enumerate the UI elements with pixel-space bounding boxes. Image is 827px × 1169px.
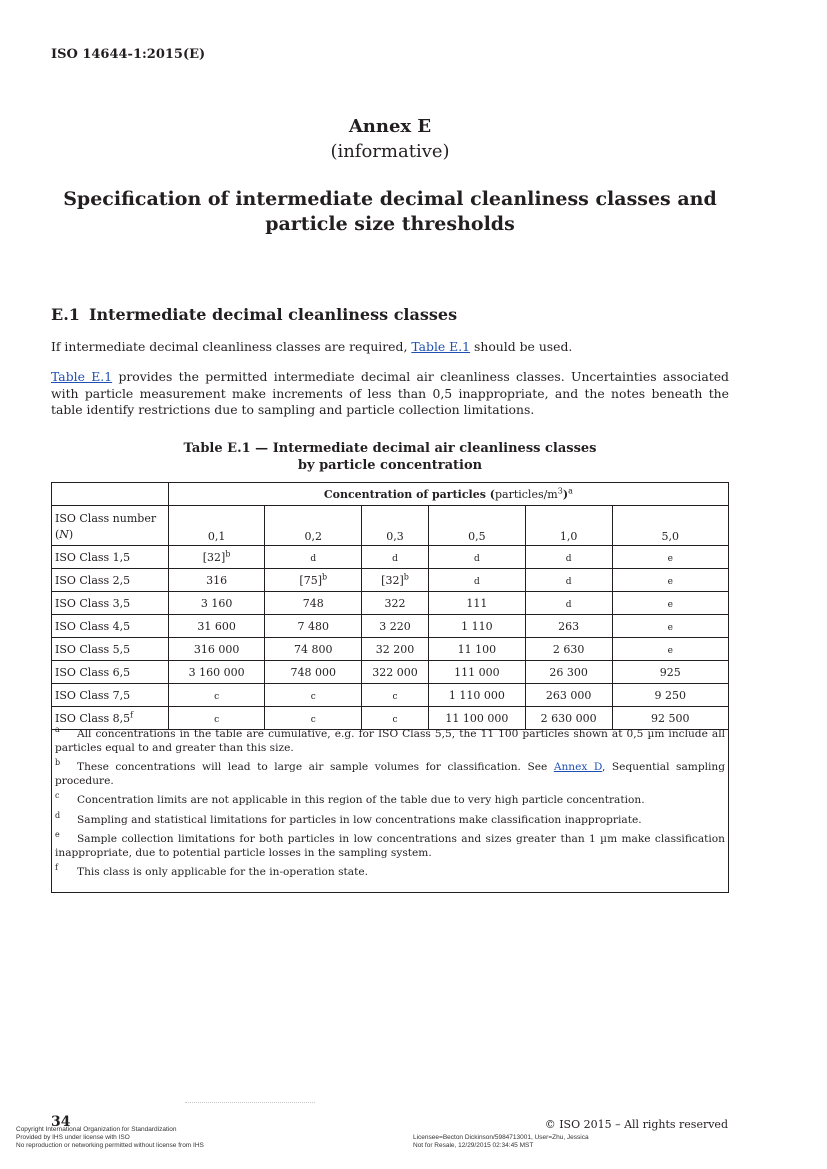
table-row — [52, 569, 729, 592]
concentration-cell — [525, 546, 612, 569]
cell-value: 748 — [302, 596, 324, 610]
cell-value: 925 — [659, 665, 681, 679]
concentration-cell — [265, 684, 362, 707]
concentration-cell — [428, 684, 525, 707]
paragraph-2 — [51, 369, 729, 419]
concentration-cell — [362, 569, 429, 592]
concentration-cell — [362, 592, 429, 615]
note-text: Sampling and statistical limitations for particles in low concentrations make classification inappropriate. — [77, 813, 642, 826]
concentration-cell — [168, 592, 265, 615]
paragraph-text: If intermediate decimal cleanliness classes are required, — [51, 339, 412, 354]
note-text: These concentrations will lead to large air sample volumes for classification. See — [77, 761, 554, 773]
table-row — [52, 546, 729, 569]
concentration-cell — [428, 661, 525, 684]
note-ref: d — [473, 553, 480, 564]
concentration-cell — [362, 615, 429, 638]
paragraph-1 — [51, 339, 729, 356]
license-line: Copyright International Organization for Standardization — [16, 1126, 177, 1133]
cell-value: 2 630 — [552, 642, 585, 656]
iso-class-text: ISO Class 1,5 — [55, 550, 131, 564]
empty-header-cell — [52, 483, 169, 506]
table-note-e: e Sample collection limitations for both particles in low concentrations and sizes greater than 1 µm make classification inappropriate, due to potential particle losses in the sampling system. — [55, 830, 725, 859]
concentration-cell — [612, 661, 728, 684]
note-ref: e — [667, 622, 673, 633]
header-close: ) — [562, 487, 569, 501]
paragraph-text: should be used. — [470, 339, 573, 354]
concentration-cell — [612, 592, 728, 615]
table-row — [52, 592, 729, 615]
particle-size-header: 0,5 — [428, 506, 525, 546]
copyright-notice: © ISO 2015 – All rights reserved — [544, 1118, 728, 1131]
particle-size-header: 0,1 — [168, 506, 265, 546]
license-line: Licensee=Becton Dickinson/5984713001, User=Zhu, Jessica — [413, 1134, 589, 1141]
main-title-line-2: particle size thresholds — [265, 213, 515, 235]
iso-class-label — [52, 569, 169, 592]
cell-value: 74 800 — [294, 642, 333, 656]
license-line: No reproduction or networking permitted without license from IHS — [16, 1142, 204, 1149]
table-note-d: d Sampling and statistical limitations for particles in low concentrations make classification inappropriate. — [55, 810, 642, 826]
note-ref: c — [392, 714, 398, 725]
iso-class-label — [52, 546, 169, 569]
cell-value: 11 100 — [457, 642, 497, 656]
row-label-header-line-1: ISO Class number — [55, 512, 157, 525]
note-ref: c — [214, 714, 220, 725]
concentration-cell — [265, 569, 362, 592]
concentration-cell — [265, 546, 362, 569]
cell-value: 322 000 — [372, 665, 418, 679]
cell-value: 7 480 — [297, 619, 330, 633]
table-row — [52, 661, 729, 684]
table-row — [52, 684, 729, 707]
concentration-cell — [362, 546, 429, 569]
iso-class-label — [52, 592, 169, 615]
cell-value: 3 160 000 — [188, 665, 245, 679]
cell-value: [75] — [299, 573, 322, 587]
cell-value: 3 220 — [379, 619, 411, 633]
concentration-cell — [168, 546, 265, 569]
concentration-cell — [265, 661, 362, 684]
section-heading — [51, 305, 457, 324]
concentration-cell — [428, 546, 525, 569]
concentration-cell — [428, 638, 525, 661]
note-text: , Sequential sampling procedure. — [55, 761, 725, 787]
document-id: ISO 14644-1:2015(E) — [51, 47, 206, 62]
license-right — [413, 1134, 589, 1150]
table-note-f: f This class is only applicable for the in-operation state. — [55, 863, 368, 878]
header-note-ref: a — [568, 485, 573, 495]
header-exponent: 3 — [557, 485, 563, 495]
note-ref: d — [565, 553, 572, 564]
header-unit: particles/m — [494, 487, 558, 501]
table-e1-link[interactable]: Table E.1 — [411, 339, 471, 354]
concentration-cell — [428, 592, 525, 615]
concentration-cell — [168, 661, 265, 684]
note-ref: c — [214, 691, 220, 702]
note-text: All concentrations in the table are cumulative, e.g. for ISO Class 5,5, the 11 100 particles shown at 0,5 µm include all particles equal to and greater than this size. — [55, 728, 725, 754]
annex-d-link[interactable]: Annex D — [553, 761, 603, 773]
cell-value: 748 000 — [290, 665, 337, 679]
concentration-cell — [362, 684, 429, 707]
table-row — [52, 615, 729, 638]
note-text: This class is only applicable for the in-operation state. — [77, 866, 368, 878]
header-bold-text: Concentration of particles ( — [323, 487, 495, 501]
note-ref: b — [225, 548, 231, 558]
cell-value: 2 630 000 — [540, 711, 597, 725]
concentration-cell — [168, 684, 265, 707]
iso-class-label — [52, 638, 169, 661]
iso-class-text: ISO Class 2,5 — [55, 573, 131, 587]
concentration-cell — [612, 569, 728, 592]
concentration-cell — [525, 592, 612, 615]
iso-class-label — [52, 615, 169, 638]
note-text: Concentration limits are not applicable in this region of the table due to very high particle concentration. — [77, 794, 645, 806]
note-ref: e — [667, 599, 673, 610]
cell-value: [32] — [202, 550, 226, 564]
table-row — [52, 638, 729, 661]
row-label-header — [52, 506, 169, 546]
table-caption-line-2: by particle concentration — [297, 458, 483, 473]
table-e1-link[interactable]: Table E.1 — [51, 369, 113, 384]
concentration-cell — [525, 638, 612, 661]
concentration-cell — [612, 684, 728, 707]
table-notes — [51, 724, 729, 893]
note-ref: d — [310, 553, 317, 564]
table-note-c: c Concentration limits are not applicable in this region of the table due to very high particle concentration. — [55, 791, 645, 806]
cell-value: 263 — [558, 619, 580, 633]
concentration-cell — [612, 638, 728, 661]
table-note-b: b These concentrations will lead to large air sample volumes for classification. See Annex D, Sequential sampling procedure. — [55, 758, 725, 787]
cell-value: 11 100 000 — [445, 711, 509, 725]
concentration-cell — [265, 592, 362, 615]
note-ref: e — [667, 576, 673, 587]
table-note-a: a All concentrations in the table are cumulative, e.g. for ISO Class 5,5, the 11 100 particles shown at 0,5 µm include all particles equal to and greater than this size. — [55, 725, 725, 754]
note-text: Sample collection limitations for both particles in low concentrations and sizes greater than 1 µm make classification inappropriate, due to potential particle losses in the sampling system. — [55, 833, 725, 859]
annex-subtitle: (informative) — [330, 141, 450, 162]
concentration-cell — [525, 661, 612, 684]
concentration-cell — [265, 638, 362, 661]
note-ref: d — [565, 576, 572, 587]
license-left — [16, 1126, 204, 1150]
note-ref: e — [667, 553, 673, 564]
iso-class-text: ISO Class 5,5 — [55, 642, 131, 656]
cleanliness-classes-table — [51, 482, 729, 730]
cell-value: 3 160 — [200, 596, 233, 610]
iso-class-label — [52, 684, 169, 707]
note-ref: c — [392, 691, 398, 702]
concentration-cell — [265, 615, 362, 638]
note-ref: d — [565, 599, 572, 610]
note-ref: c — [310, 691, 316, 702]
note-ref: b — [403, 571, 409, 581]
annex-title: Annex E — [348, 116, 432, 137]
cell-value: 9 250 — [654, 688, 687, 702]
row-label-header-line-2: (N) — [55, 528, 74, 541]
cell-value: 111 — [466, 596, 488, 610]
concentration-cell — [362, 661, 429, 684]
annex-main-title — [60, 187, 720, 237]
note-ref: f — [130, 709, 134, 719]
cell-value: 26 300 — [549, 665, 588, 679]
concentration-header — [168, 483, 728, 506]
concentration-cell — [525, 684, 612, 707]
concentration-cell — [362, 638, 429, 661]
particle-size-header: 5,0 — [612, 506, 728, 546]
concentration-cell — [428, 569, 525, 592]
concentration-cell — [168, 638, 265, 661]
table-header-row — [52, 483, 729, 506]
cell-value: 92 500 — [651, 711, 690, 725]
cell-value: [32] — [381, 573, 404, 587]
license-line: Not for Resale, 12/29/2015 02:34:45 MST — [413, 1142, 534, 1149]
table-caption — [0, 440, 780, 474]
cell-value: 263 000 — [545, 688, 592, 702]
cell-value: 316 000 — [193, 642, 240, 656]
note-ref: d — [392, 553, 398, 564]
particle-size-header: 0,2 — [265, 506, 362, 546]
table-caption-line-1: Table E.1 — Intermediate decimal air cleanliness classes — [183, 441, 597, 456]
iso-class-text: ISO Class 8,5 — [55, 711, 131, 725]
cell-value: 111 000 — [454, 665, 500, 679]
particle-size-header-row — [52, 506, 729, 546]
note-ref: d — [473, 576, 480, 587]
concentration-cell — [428, 615, 525, 638]
cell-value: 316 — [206, 573, 228, 587]
note-ref: c — [310, 714, 316, 725]
particle-size-header: 0,3 — [362, 506, 429, 546]
note-ref: b — [322, 571, 328, 581]
concentration-cell — [168, 569, 265, 592]
note-ref: e — [667, 645, 673, 656]
concentration-cell — [525, 615, 612, 638]
cell-value: 322 — [384, 596, 406, 610]
cell-value: 32 200 — [375, 642, 415, 656]
iso-class-text: ISO Class 3,5 — [55, 596, 131, 610]
iso-class-label — [52, 661, 169, 684]
concentration-cell — [168, 615, 265, 638]
cell-value: 1 110 — [461, 619, 493, 633]
concentration-cell — [612, 615, 728, 638]
main-title-line-1: Specification of intermediate decimal cleanliness classes and — [63, 188, 717, 210]
particle-size-header: 1,0 — [525, 506, 612, 546]
paragraph-text: provides the permitted intermediate decimal air cleanliness classes. Uncertainties associated with particle measurement make increments of less than 0,5 inappropriate, and the notes beneath the table identify restrictions due to sampling and particle collection limitations. — [51, 369, 729, 417]
iso-class-text: ISO Class 6,5 — [55, 665, 131, 679]
section-title: Intermediate decimal cleanliness classes — [89, 305, 458, 324]
concentration-cell — [612, 546, 728, 569]
iso-class-text: ISO Class 4,5 — [55, 619, 131, 633]
concentration-cell — [525, 569, 612, 592]
cell-value: 1 110 000 — [448, 688, 505, 702]
page-number: 34 — [51, 1114, 71, 1130]
cell-value: 31 600 — [197, 619, 236, 633]
dotted-separator — [185, 1102, 315, 1105]
section-number: E.1 — [51, 305, 80, 324]
iso-class-text: ISO Class 7,5 — [55, 688, 131, 702]
license-line: Provided by IHS under license with ISO — [16, 1134, 130, 1141]
